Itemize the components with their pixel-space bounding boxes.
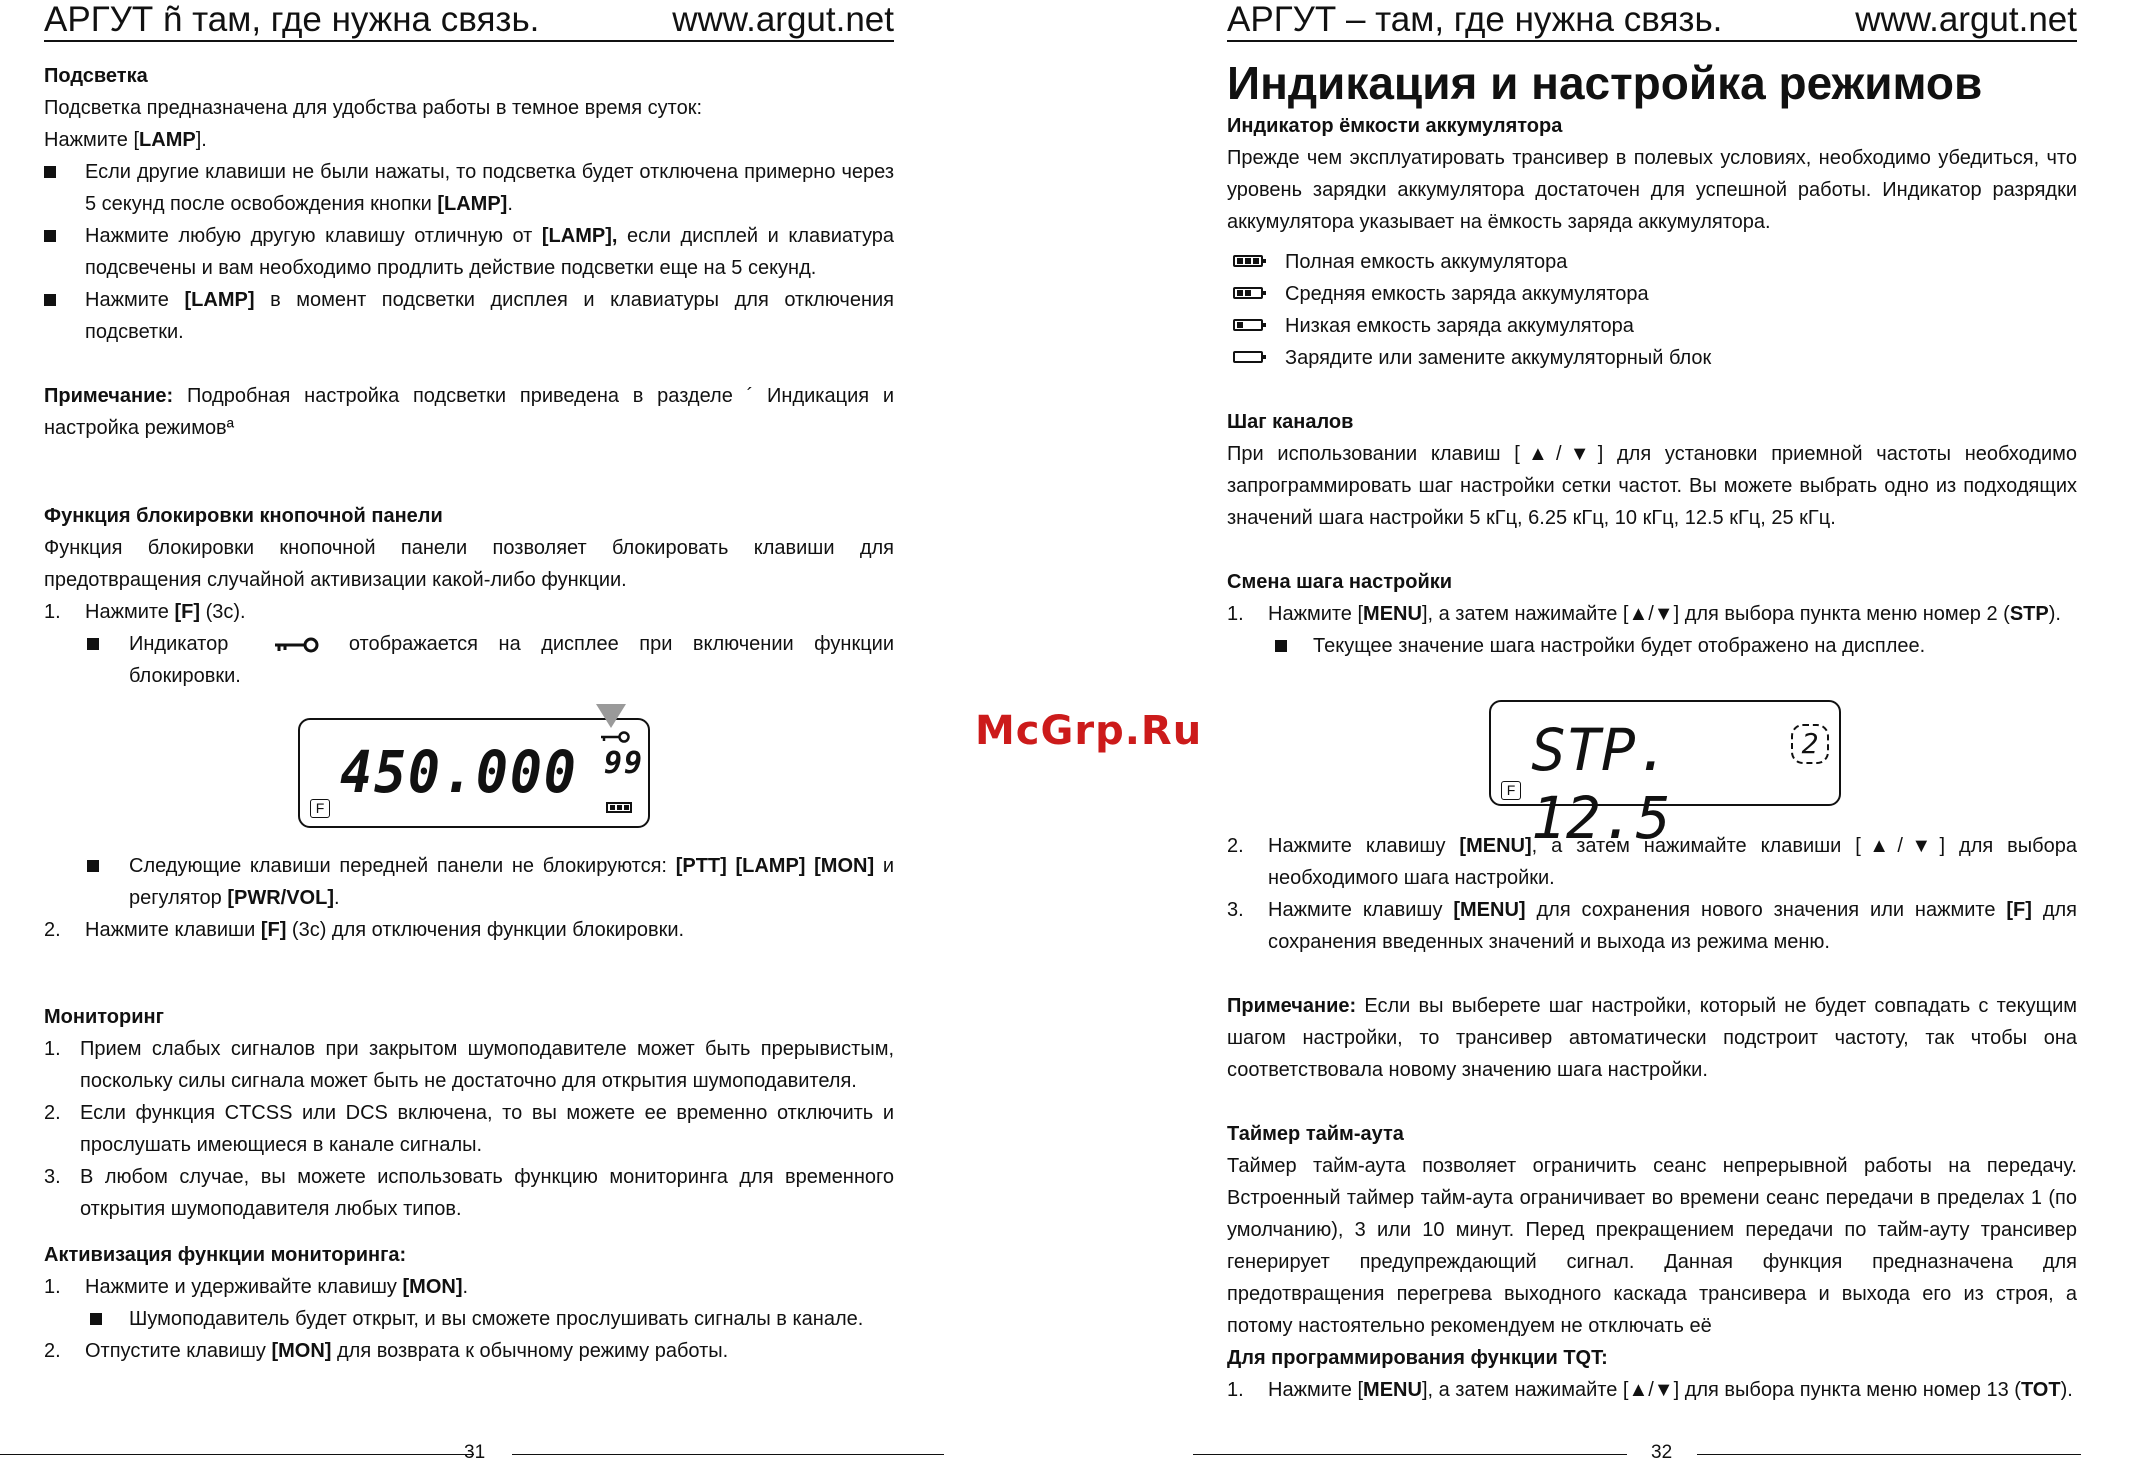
step-item: 2. Нажмите клавишу [MENU], а затем нажимайте клавиши [▲/▼] для выбора необходимого шага настройки. (1227, 835, 2077, 889)
paragraph: Прежде чем эксплуатировать трансивер в полевых условиях, необходимо убедиться, что уровень зарядки аккумулятора достаточен для успешной работы. Индикатор разрядки аккумулятора указывает на ёмкость заряда аккумулятора. (1227, 147, 2077, 233)
battery-level-empty: Зарядите или замените аккумуляторный блок (1227, 342, 2077, 374)
lcd-frequency: 450.000 (340, 738, 578, 806)
lcd-display-frequency (298, 718, 650, 828)
note: Примечание: Если вы выберете шаг настройки, который не будет совпадать с текущим шагом настройки, то трансивер автоматически подстроит частоту, так чтобы она соответствовала новому значению шага настройки. (1227, 995, 2077, 1081)
lcd-f-indicator: F (1501, 781, 1521, 800)
section-heading: Подсветка (44, 65, 148, 87)
header-site-link[interactable]: www.argut.net (672, 0, 894, 39)
paragraph: Подсветка предназначена для удобства работы в темное время суток: (44, 97, 703, 119)
backlight-section (44, 60, 894, 444)
battery-icon (606, 802, 632, 813)
page-header (1227, 2, 2077, 42)
section-heading: Шаг каналов (1227, 411, 1354, 433)
bullet-item: Нажмите [LAMP] в момент подсветки дисплея и клавиатуры для отключения подсветки. (44, 284, 894, 348)
paragraph: Функция блокировки кнопочной панели позволяет блокировать клавиши для предотвращения случайной активизации какой-либо функции. (44, 537, 894, 591)
header-title: АРГУТ – там, где нужна связь. (1227, 0, 1723, 39)
page-number: 32 (1651, 1442, 1673, 1463)
numbered-item: 2. Если функция CTCSS или DCS включена, то вы можете ее временно отключить и прослушать имеющиеся в канале сигналы. (44, 1102, 894, 1156)
monitor-section (44, 1001, 894, 1367)
section-heading: Индикатор ёмкости аккумулятора (1227, 115, 1563, 137)
battery-level-low: Низкая емкость заряда аккумулятора (1227, 310, 2077, 342)
step-item: 3. Нажмите клавишу [MENU] для сохранения нового значения или нажмите [F] для сохранения введенных значений и выхода из режима меню. (1227, 899, 2077, 953)
section-heading: Смена шага настройки (1227, 571, 1453, 593)
step-item: 1. Нажмите [MENU], а затем нажимайте [▲/▼] для выбора пункта меню номер 13 (TOT). (1227, 1379, 2073, 1401)
step-item: 2. Отпустите клавишу [MON] для возврата к обычному режиму работы. (44, 1340, 729, 1362)
lcd-f-indicator: F (310, 799, 330, 818)
section-heading: Для программирования функции TQT: (1227, 1347, 1608, 1369)
page-header (44, 2, 894, 42)
step-item: 1. Нажмите и удерживайте клавишу [MON]. (44, 1276, 469, 1298)
numbered-item: 3. В любом случае, вы можете использовать функцию мониторинга для временного открытия шумоподавителя любых типов. (44, 1166, 894, 1220)
section-heading: Функция блокировки кнопочной панели (44, 505, 443, 527)
lcd-display-step (1489, 700, 1841, 852)
left-page (44, 0, 895, 1463)
step-item: 1. Нажмите [F] (3с). (44, 601, 246, 623)
section-heading: Активизация функции мониторинга: (44, 1244, 407, 1266)
header-site-link[interactable]: www.argut.net (1855, 0, 2077, 39)
bullet-item: Нажмите любую другую клавишу отличную от [LAMP], если дисплей и клавиатура подсвечены и вам необходимо продлить действие подсветки еще на 5 секунд. (44, 220, 894, 284)
page-number: 31 (464, 1442, 486, 1463)
page-title: Индикация и настройка режимов (1227, 57, 1983, 109)
paragraph: Таймер тайм-аута позволяет ограничить сеанс непрерывной работы на передачу. Встроенный таймер тайм-аута ограничивает во времени сеанс передачи в пределах 1 (по умолчанию), 3 или 10 минут. Перед прекращением передачи по тайм-ауту трансивер генерирует предупреждающий сигнал. Данная функция предназначена для предотвращения перегрева выходного каскада трансивера и выхода его из строя, а потому настоятельно рекомендуем не отключать её (1227, 1155, 2077, 1337)
battery-level-medium: Средняя емкость заряда аккумулятора (1227, 278, 2077, 310)
lcd-channel: 99 (604, 746, 645, 781)
section-heading: Таймер тайм-аута (1227, 1123, 1404, 1145)
lcd-menu-number: 2 (1791, 724, 1829, 764)
bullet-item: Индикатор отображается на дисплее при включении функции блокировки. (44, 628, 894, 692)
key-lock-icon (273, 636, 319, 654)
key-lock-icon (600, 730, 630, 744)
bullet-item: Шумоподавитель будет открыт, и вы сможете прослушивать сигналы в канале. (44, 1303, 894, 1335)
lock-section-cont (44, 850, 894, 946)
page-footer (44, 1442, 894, 1468)
step-item: 1. Нажмите [MENU], а затем нажимайте [▲/▼] для выбора пункта меню номер 2 (STP). (1227, 603, 2061, 625)
battery-full-icon (1233, 255, 1263, 267)
right-page (1227, 0, 2077, 1463)
battery-medium-icon (1233, 287, 1263, 299)
right-content (1227, 56, 2077, 662)
lock-section (44, 500, 894, 692)
right-content-cont (1227, 830, 2077, 1406)
section-heading: Мониторинг (44, 1006, 164, 1028)
battery-empty-icon (1233, 351, 1263, 363)
note: Примечание: Подробная настройка подсветки приведена в разделе ´ Индикация и настройка режимовª (44, 385, 894, 439)
page-footer (1227, 1442, 2077, 1468)
watermark: McGrp.Ru (975, 708, 1203, 754)
paragraph: При использовании клавиш [▲/▼] для установки приемной частоты необходимо запрограммировать шаг настройки сетки частот. Вы можете выбрать одно из подходящих значений шага настройки 5 кГц, 6.25 кГц, 10 кГц, 12.5 кГц, 25 кГц. (1227, 443, 2077, 529)
triangle-indicator-icon (596, 704, 626, 730)
lcd-step-text: STP. 12.5 (1531, 716, 1671, 852)
battery-level-full: Полная емкость аккумулятора (1227, 246, 2077, 278)
bullet-item: Если другие клавиши не были нажаты, то подсветка будет отключена примерно через 5 секунд после освобождения кнопки [LAMP]. (44, 156, 894, 220)
battery-low-icon (1233, 319, 1263, 331)
paragraph: Нажмите [LAMP]. (44, 129, 207, 151)
step-item: 2. Нажмите клавиши [F] (3с) для отключения функции блокировки. (44, 919, 685, 941)
numbered-item: 1. Прием слабых сигналов при закрытом шумоподавителе может быть прерывистым, поскольку силы сигнала может быть не достаточно для открытия шумоподавителя. (44, 1038, 894, 1092)
bullet-item: Текущее значение шага настройки будет отображено на дисплее. (1227, 630, 2077, 662)
header-title: АРГУТ ñ там, где нужна связь. (44, 0, 540, 39)
bullet-item: Следующие клавиши передней панели не блокируются: [PTT] [LAMP] [MON] и регулятор [PWR/VOL]. (44, 850, 894, 914)
